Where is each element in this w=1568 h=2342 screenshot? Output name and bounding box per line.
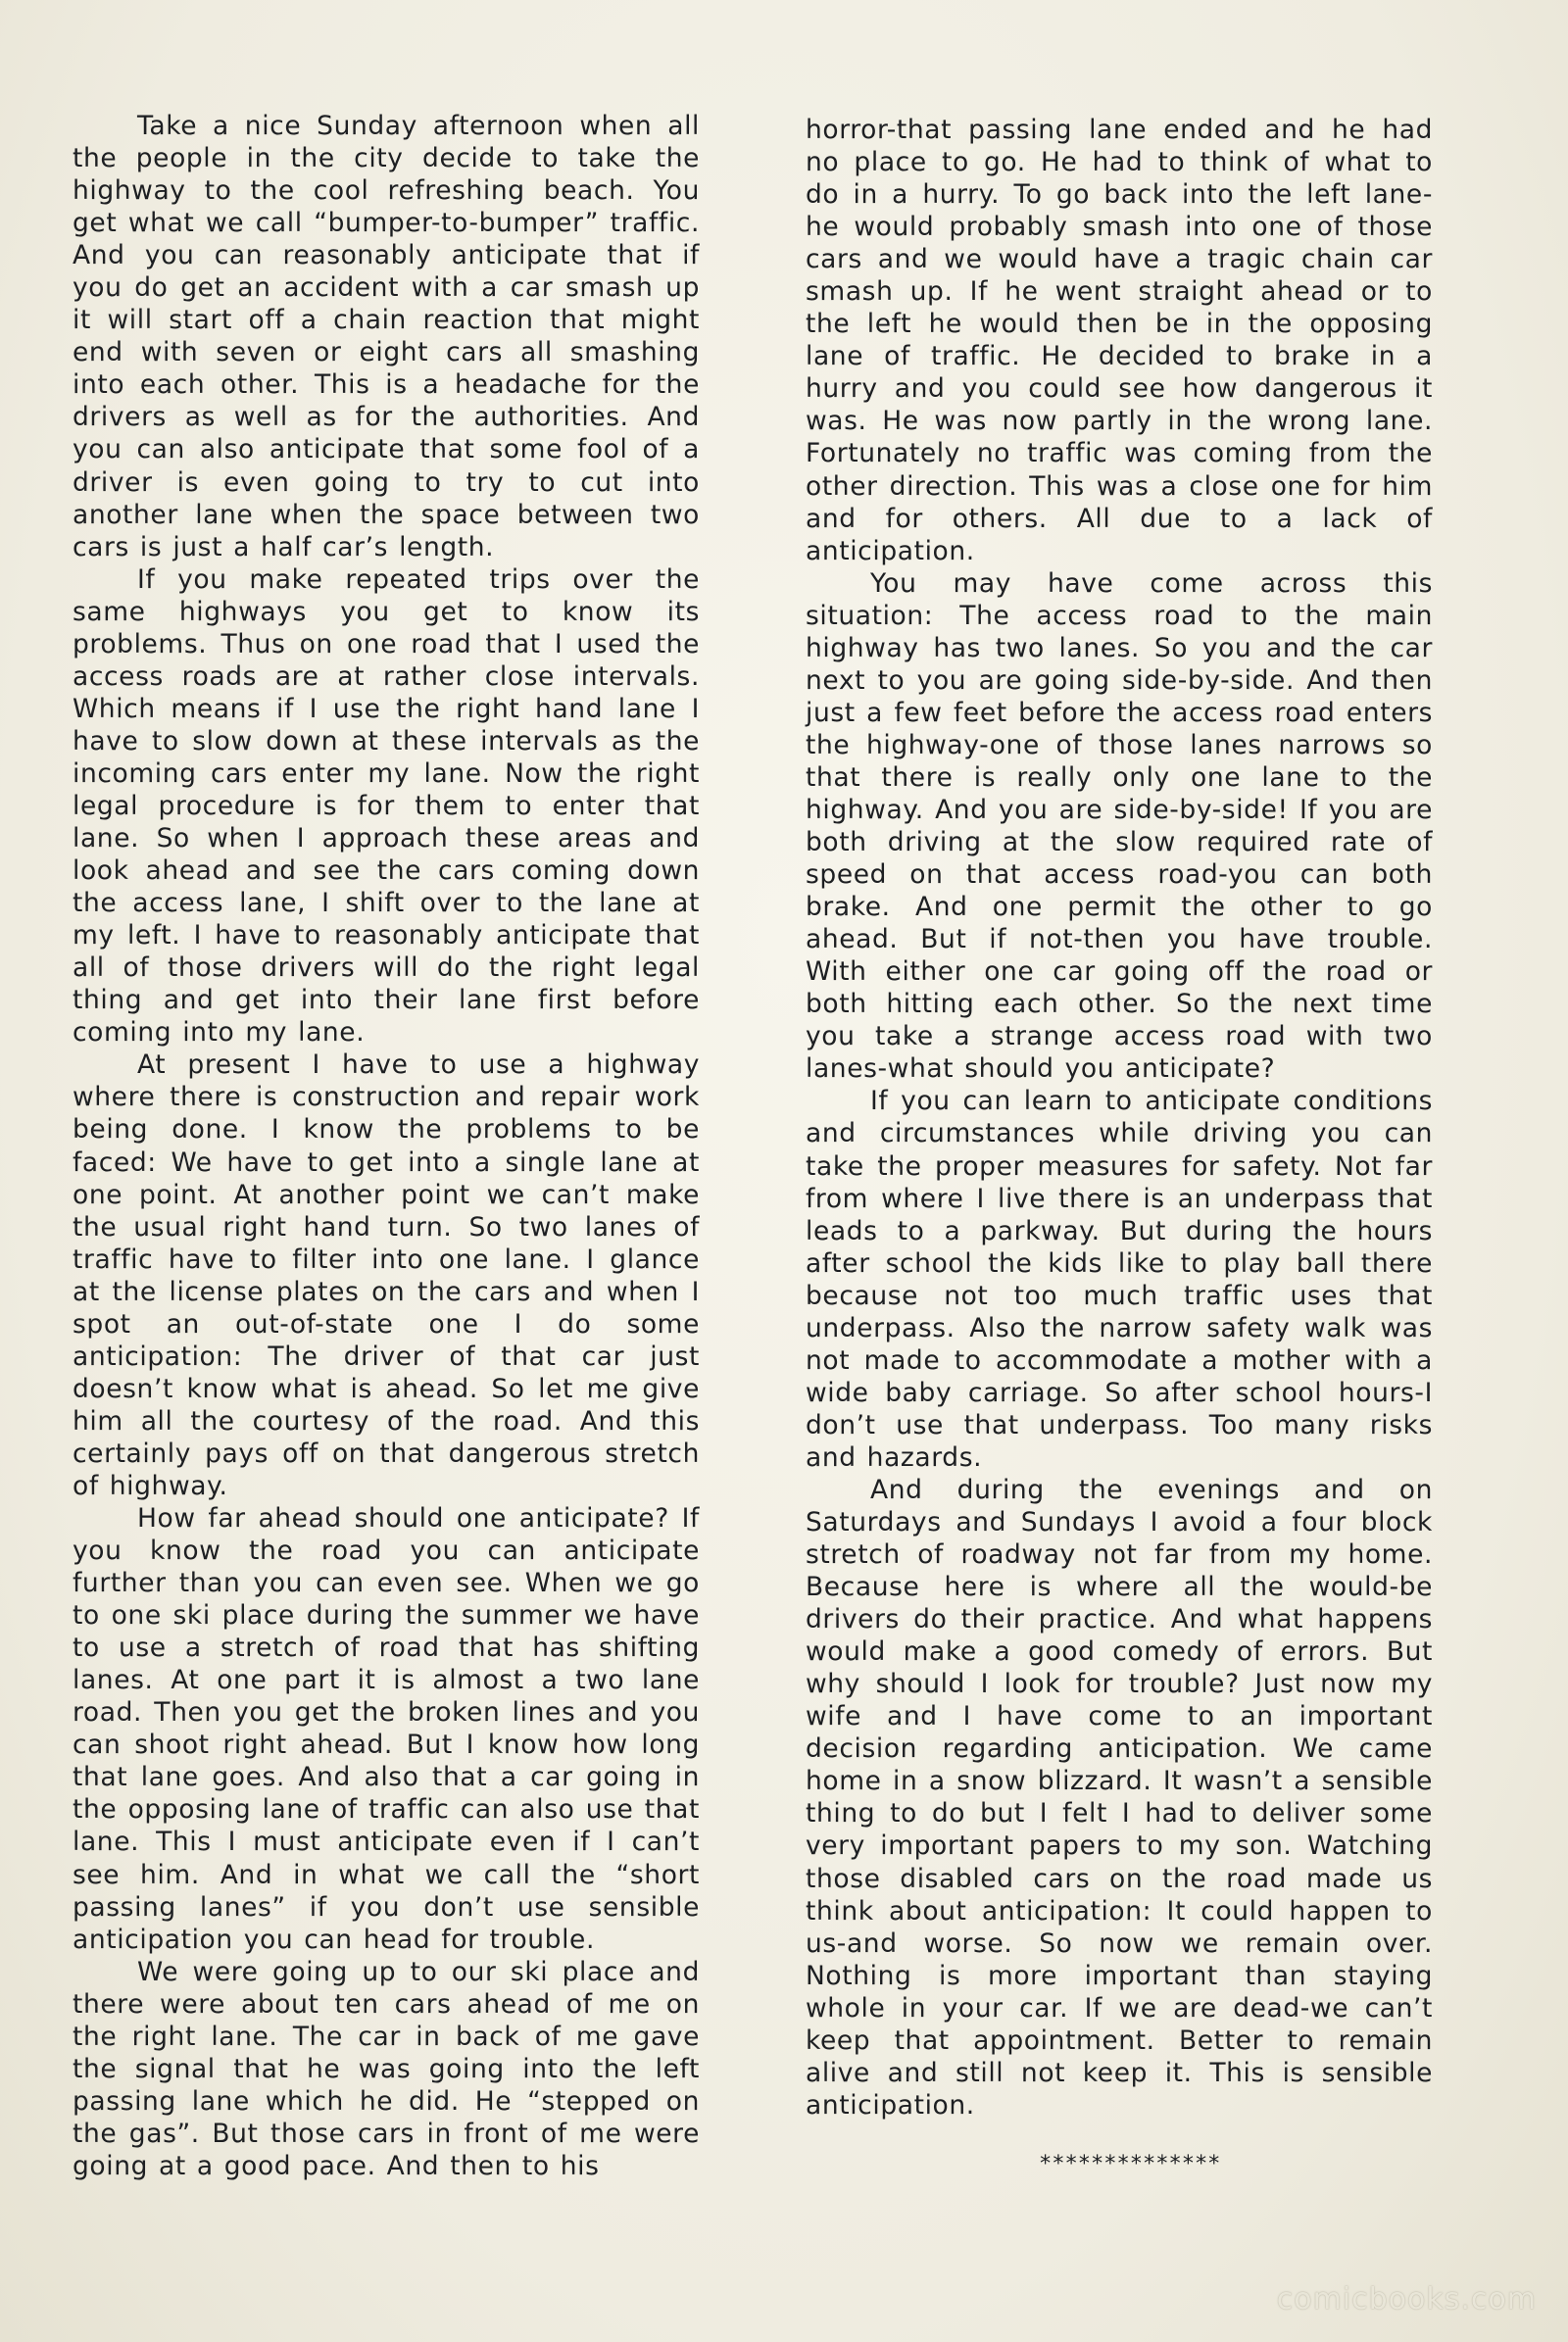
paragraph-2: If you make repeated trips over the same highways you get to know its problems. Thus on one road that I used the access roads are at rather close intervals. Which means if I use the right hand lane I have to slow down at these intervals as the incoming cars enter my lane. Now the right legal procedure is for them to enter that lane. So when I approach these areas and look ahead and see the cars coming down the access lane, I shift over to the lane at my left. I have to reasonably anticipate that all of those drivers will do the right legal thing and get into their lane first before coming into my lane.	[73, 563, 700, 1049]
end-of-article-mark: **************	[1039, 2152, 1221, 2176]
site-watermark: comicbooks.com	[1276, 2282, 1537, 2317]
paragraph-5-continued: horror-that passing lane ended and he had no place to go. He had to think of what to do in a hurry. To go back into the left lane-he would probably smash into one of those cars and we would have a tragic chain car smash up. If he went straight ahead or to the left he would then be in the opposing lane of traffic. He decided to brake in a hurry and you could see how dangerous it was. He was now partly in the wrong lane. Fortunately no traffic was coming from the other direction. This was a close one for him and for others. All due to a lack of anticipation.	[806, 115, 1433, 566]
paragraph-7: If you can learn to anticipate conditions and circumstances while driving you can take the proper measures for safety. Not far from where I live there is an underpass that leads to a parkway. But during the hours after school the kids like to play ball there because not too much traffic uses that underpass. Also the narrow safety walk was not made to accommodate a mother with a wide baby carriage. So after school hours-I don’t use that underpass. Too many risks and hazards.	[806, 1086, 1433, 1473]
paragraph-8: And during the evenings and on Saturdays and Sundays I avoid a four block stretch of roadway not far from my home. Because here is where all the would-be drivers do their practice. And what happens would make a good comedy of errors. But why should I look for trouble? Just now my wife and I have come to an important decision regarding anticipation. We came home in a snow blizzard. It wasn’t a sensible thing to do but I felt I had to deliver some very important papers to my son. Watching those disabled cars on the road made us think about anticipation: It could happen to us-and worse. So now we remain over. Nothing is more important than staying whole in your car. If we are dead-we can’t keep that appointment. Better to remain alive and still not keep it. This is sensible anticipation.	[806, 1474, 1433, 2121]
article-right-column	[806, 114, 1433, 2122]
paragraph-5: We were going up to our ski place and there were about ten cars ahead of me on the right lane. The car in back of me gave the signal that he was going into the left passing lane which he did. He “stepped on the gas”. But those cars in front of me were going at a good pace. And then to his	[73, 1956, 700, 2181]
paragraph-6: You may have come across this situation: The access road to the main highway has two lanes. So you and the car next to you are going side-by-side. And then just a few feet before the access road enters the highway-one of those lanes narrows so that there is really only one lane to the highway. And you are side-by-side! If you are both driving at the slow required rate of speed on that access road-you can both brake. And one permit the other to go ahead. But if not-then you have trouble. With either one car going off the road or both hitting each other. So the next time you take a strange access road with two lanes-what should you anticipate?	[806, 567, 1433, 1085]
article-left-column	[73, 110, 700, 2182]
paragraph-4: How far ahead should one anticipate? If you know the road you can anticipate further than you can even see. When we go to one ski place during the summer we have to use a stretch of road that has shifting lanes. At one part it is almost a two lane road. Then you get the broken lines and you can shoot right ahead. But I know how long that lane goes. And also that a car going in the opposing lane of traffic can also use that lane. This I must anticipate even if I can’t see him. And in what we call the “short passing lanes” if you don’t use sensible anticipation you can head for trouble.	[73, 1503, 700, 1955]
paragraph-3: At present I have to use a highway where there is construction and repair work being done. I know the problems to be faced: We have to get into a single lane at one point. At another point we can’t make the usual right hand turn. So two lanes of traffic have to filter into one lane. I glance at the license plates on the cars and when I spot an out-of-state one I do some anticipation: The driver of that car just doesn’t know what is ahead. So let me give him all the courtesy of the road. And this certainly pays off on that dangerous stretch of highway.	[73, 1049, 700, 1501]
paragraph-1: Take a nice Sunday afternoon when all the people in the city decide to take the highway to the cool refreshing beach. You get what we call “bumper-to-bumper” traffic. And you can reasonably anticipate that if you do get an accident with a car smash up it will start off a chain reaction that might end with seven or eight cars all smashing into each other. This is a headache for the drivers as well as for the authorities. And you can also anticipate that some fool of a driver is even going to try to cut into another lane when the space between two cars is just a half car’s length.	[73, 111, 700, 562]
